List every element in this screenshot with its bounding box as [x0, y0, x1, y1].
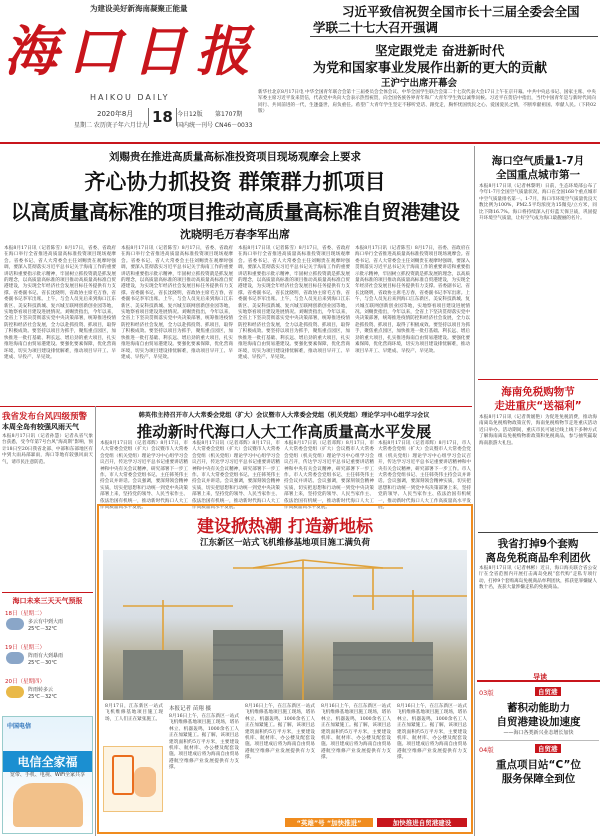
phone-icon	[112, 755, 134, 795]
total-issue: 第1707期	[215, 111, 243, 118]
divider	[95, 406, 96, 836]
second-text-col3: 本报8月17日讯（记者邓辉）8月17日，市人大常委会党组（扩大）会议暨市人大常委会党组（机关党组）理论学习中心组学习会议召开，传达学习习近平总书记重要讲话精神和中央有关会议精神，研究部署下一步工作。市人大常委会党组书记、主任韩英伟主持会议并讲话。会议强调，要深刻领会精神实质，切实把思想和行动统一到党中央决策部署上来，坚持党的领导、人民当家作主、依法治国有机统一，推动新时代海口人大工作高质量高水平发展。	[284, 441, 374, 511]
ad-brand: 中国电信	[7, 723, 32, 730]
stores-title-2: 离岛免税商品牟利团伙	[485, 552, 591, 564]
construction-text-col1: 8月16日上午，在江东新区一站式飞机维修基地项目施工现场，塔吊林立、机器轰鸣，1000余名工人正在加紧施工。据了解，该项目总建筑面积约5万平方米，主要建设机库、航材库、办公楼及配套设施。项目建成后将为海南自由贸易港航空维修产业发展提供有力支撑。	[169, 714, 239, 771]
construction-photo	[103, 550, 467, 700]
guide2-title-1[interactable]: 重点项目站“C”位	[496, 759, 581, 771]
cloud-rain-icon	[6, 652, 24, 664]
guide2-tag[interactable]: 自贸港	[535, 744, 561, 753]
hand-icon	[134, 767, 156, 797]
bottom-banner	[99, 816, 471, 832]
w1-temp: 25℃－32℃	[28, 626, 57, 632]
construction-headline: 建设掀热潮 打造新地标	[197, 517, 373, 537]
divider	[0, 406, 472, 407]
construction-text-col2: 8月16日上午，在江东新区一站式飞机维修基地项目施工现场，塔吊林立、机器轰鸣，1000余名工人正在加紧施工。据了解，该项目总建筑面积约5万平方米，主要建设机库、航材库、办公楼及配套设施。项目建成后将为海南自由贸易港航空维修产业发展提供有力支撑。	[245, 704, 315, 761]
weather-title: 海口未来三天天气预报	[12, 597, 83, 605]
construction-byline: 本报记者 苗翔 摄	[169, 706, 211, 712]
main-text-col4: 本报8月17日讯（记者陈雪）8月17日，省委、省政府在海口举行全省推进高质量高标准投资项目现场观摩会。省委书记、省人大常委会主任刘赐贵在观摩时强调，要深入贯彻落实习近平总书记关于海南工作的重要讲话和重要指示批示精神，牢固树立抓投资就是抓发展的理念，以高质量高标准的项目推动高质量高标准自贸港建设，为实现全年经济社会发展目标任务提供有力支撑。省委副书记、省长沈晓明，省政协主席毛万春，省委副书记李军出席。上午，与会人员先后来到海口江东新区、美安科技新城、复兴城互联网创新创业园等地，实地察看项目建设进展情况。刘赐贵指出，今年以来，全省上下坚决贯彻落实党中央决策部署，统筹推进疫情防控和经济社会发展，全力以赴抓投资、抓项目，取得了积极成效。要坚持以项目为抓手，聚焦重点园区，加快推进一批打基础、利长远、增后劲的重大项目，扎实推进海南自由贸易港建设。要强化要素保障，优化营商环境，切实为项目建设排忧解难，推动项目早开工、早建成、早投产、早见效。	[355, 246, 470, 354]
firm-headline: 为党和国家事业发展作出新的更大的贡献	[313, 61, 548, 76]
ad-slogan: 电信全家福	[3, 751, 92, 772]
main-sub: 沈晓明毛万春李军出席	[180, 228, 290, 241]
masthead-pinyin: HAIKOU DAILY	[90, 93, 170, 102]
dutyfree-text: 本报8月17日讯（记者黄媛艳）为促进免税消费，推动海南离岛免税购物政策宣传，海南免税购物节走进重庆活动近日举办。活动期间，重庆市民可通过线上线下多种方式了解海南离岛免税购物新政策和免税商品，参与抽奖赢取海南旅游大礼包。	[479, 415, 597, 446]
guide-header-bar	[477, 672, 600, 682]
w2-desc: 阵雨有大到暴雨	[28, 653, 64, 659]
main-headline-2: 以高质量高标准的项目推动高质量高标准自贸港建设	[10, 200, 460, 224]
dutyfree-title-1: 海南免税购物节	[501, 386, 575, 398]
second-kicker: 韩英伟主持召开市人大常委会党组（扩大）会议暨市人大常委会党组（机关党组）理论学习中心组学习会议	[138, 412, 430, 419]
construction-sub: 江东新区一站式飞机维修基地项目施工满负荷	[199, 538, 370, 548]
tourism-title-2: 本周全岛有较强风雨天气	[2, 423, 79, 431]
divider	[478, 532, 598, 533]
air-title-1: 海口空气质量1-7月	[491, 155, 585, 167]
family-illustration	[13, 783, 83, 827]
page-count: 今日12版	[177, 111, 203, 118]
air-text: 本报8月17日讯（记者林黎明）日前，生态环境部公布了今年1-7月全国空气质量状况，海口在全国168个重点城市中空气质量排名第一。1-7月，海口市环境空气质量优良天数比例为100%，PM2.5平均浓度为15微克/立方米，同比下降16.7%。海口将持续深入打好蓝天保卫战，巩固提升环境空气质量，让好空气成为海口最靓丽的名片。	[479, 184, 597, 222]
guide1-sub: ——海口各类新兴业态增长加快	[503, 730, 574, 736]
second-text-col2: 本报8月17日讯（记者邓辉）8月17日，市人大常委会党组（扩大）会议暨市人大常委会党组（机关党组）理论学习中心组学习会议召开，传达学习习近平总书记重要讲话精神和中央有关会议精神，研究部署下一步工作。市人大常委会党组书记、主任韩英伟主持会议并讲话。会议强调，要深刻领会精神实质，切实把思想和行动统一到党中央决策部署上来，坚持党的领导、人民当家作主、依法治国有机统一，推动新时代海口人大工作高质量高水平发展。	[192, 441, 280, 511]
tourism-title-1: 我省发布台风四级预警	[2, 412, 88, 422]
ad-text: 宽带、手机、电视、WiFi全家共享	[9, 772, 86, 778]
masthead-title: 海口日报	[4, 19, 260, 83]
main-kicker: 刘赐贵在推进高质量高标准投资项目现场观摩会上要求	[109, 151, 361, 163]
w1-desc: 多云有中到大雨	[28, 619, 64, 625]
w3-date: 20日（星期四）	[5, 679, 45, 685]
guide1-title-1[interactable]: 蓄积动能助力	[507, 702, 570, 714]
second-text-col4: 本报8月17日讯（记者邓辉）8月17日，市人大常委会党组（扩大）会议暨市人大常委会党组（机关党组）理论学习中心组学习会议召开，传达学习习近平总书记重要讲话精神和中央有关会议精神，研究部署下一步工作。市人大常委会党组书记、主任韩英伟主持会议并讲话。会议强调，要深刻领会精神实质，切实把思想和行动统一到党中央决策部署上来，坚持党的领导、人民当家作主、依法治国有机统一，推动新时代海口人大工作高质量高水平发展。	[378, 441, 471, 511]
construction-caption: 8月17日，江东新区一站式飞机维修基地项目施工现场，工人们正在紧张施工。	[105, 704, 163, 722]
cloud-sun-icon	[6, 686, 24, 698]
guide2-title-2[interactable]: 服务保障全到位	[501, 773, 576, 785]
air-title-2: 全国重点城市第一	[496, 169, 580, 181]
w3-temp: 25℃－32℃	[28, 694, 57, 700]
masthead-weekday: 星期二 农历庚子年六月廿九	[74, 122, 148, 129]
xi-headline-line2: 学联二十七大召开强调	[313, 20, 439, 35]
second-headline: 推动新时代海口人大工作高质量高水平发展	[136, 423, 432, 441]
tourism-text: 本报8月17日讯（记者孙慧）记者从省气象台获悉，受今年第7号台风“海高斯”影响，预计18日至20日我省北部、中部和东部地区有中到大雨局部暴雨，海口等地有较强风雨天气，请市民注意防范。	[2, 434, 93, 465]
guide1-page: 03版	[479, 689, 494, 697]
firm-sub: 王沪宁出席开幕会	[381, 78, 458, 89]
banner-right: 加快推进自贸港建设	[377, 818, 467, 827]
guide2-page: 04版	[479, 746, 494, 754]
guide-label: 导读	[533, 673, 547, 681]
crane-scene	[103, 550, 467, 700]
divider	[474, 146, 475, 836]
guide1-tag[interactable]: 自贸港	[535, 687, 561, 696]
xi-headline-line1: 习近平致信祝贺全国市长十三届全委会全国	[342, 4, 580, 19]
stores-title-1: 我省打掉9个套购	[497, 538, 579, 550]
telecom-ad[interactable]	[2, 716, 93, 834]
firm-kicker: 坚定跟党走 奋进新时代	[375, 43, 505, 58]
main-headline-1: 齐心协力抓投资 群策群力抓项目	[84, 170, 386, 194]
dutyfree-title-2: 走进重庆“送福利”	[494, 400, 582, 412]
app-promo[interactable]	[103, 746, 163, 812]
second-text-col1: 本报8月17日讯（记者邓辉）8月17日，市人大常委会党组（扩大）会议暨市人大常委会党组（机关党组）理论学习中心组学习会议召开，传达学习习近平总书记重要讲话精神和中央有关会议精神，研究部署下一步工作。市人大常委会党组书记、主任韩英伟主持会议并讲话。会议强调，要深刻领会精神实质，切实把思想和行动统一到党中央决策部署上来，坚持党的领导、人民当家作主、依法治国有机统一，推动新时代海口人大工作高质量高水平发展。	[100, 441, 188, 511]
w3-desc: 阵雨转多云	[28, 687, 54, 693]
stores-text: 本报8月17日讯（记者林彬）近日，海口海关联合省公安厅在全省范围内开展打击离岛免税“套代购”走私专项行动，打掉9个套购离岛免税商品牟利团伙，抓获犯罪嫌疑人数十名，查获大量涉嫌走私的免税商品。	[479, 566, 597, 591]
weather-box	[2, 592, 93, 712]
divider	[0, 142, 600, 144]
banner-left: “英雄”号 “加快推进”	[285, 818, 373, 827]
divider	[478, 379, 598, 380]
divider	[310, 36, 598, 37]
cn-number: 国内统一刊号 CN46－0033	[177, 122, 253, 129]
main-text-col3: 本报8月17日讯（记者陈雪）8月17日，省委、省政府在海口举行全省推进高质量高标准投资项目现场观摩会。省委书记、省人大常委会主任刘赐贵在观摩时强调，要深入贯彻落实习近平总书记关于海南工作的重要讲话和重要指示批示精神，牢固树立抓投资就是抓发展的理念，以高质量高标准的项目推动高质量高标准自贸港建设，为实现全年经济社会发展目标任务提供有力支撑。省委副书记、省长沈晓明，省政协主席毛万春，省委副书记李军出席。上午，与会人员先后来到海口江东新区、美安科技新城、复兴城互联网创新创业园等地，实地察看项目建设进展情况。刘赐贵指出，今年以来，全省上下坚决贯彻落实党中央决策部署，统筹推进疫情防控和经济社会发展，全力以赴抓投资、抓项目，取得了积极成效。要坚持以项目为抓手，聚焦重点园区，加快推进一批打基础、利长远、增后劲的重大项目，扎实推进海南自由贸易港建设。要强化要素保障，优化营商环境，切实为项目建设排忧解难，推动项目早开工、早建成、早投产、早见效。	[238, 246, 350, 360]
masthead-slogan: 为建设美好新海南凝聚正能量	[90, 4, 188, 13]
lead-text: 新华社北京8月17日电 中华全国青年联合会第十三届委员会全体会议、中华全国学生联合会第二十七次代表大会17日上午在京开幕。中共中央总书记、国家主席、中央军委主席习近平发来贺信，代表党中央向大会表示热烈祝贺，向全国各族各界青年和广大青年学生致以诚挚问候。习近平在贺信中指出，当代中国青年是与新时代同向同行、共同前进的一代，生逢盛世，肩负重任。希望广大青年学生坚定不移听党话、跟党走，胸怀忧国忧民之心、爱国爱民之情，不断奉献祖国、奉献人民。（下转02版）	[258, 90, 596, 115]
main-text-col1: 本报8月17日讯（记者陈雪）8月17日，省委、省政府在海口举行全省推进高质量高标准投资项目现场观摩会。省委书记、省人大常委会主任刘赐贵在观摩时强调，要深入贯彻落实习近平总书记关于海南工作的重要讲话和重要指示批示精神，牢固树立抓投资就是抓发展的理念，以高质量高标准的项目推动高质量高标准自贸港建设，为实现全年经济社会发展目标任务提供有力支撑。省委副书记、省长沈晓明，省政协主席毛万春，省委副书记李军出席。上午，与会人员先后来到海口江东新区、美安科技新城、复兴城互联网创新创业园等地，实地察看项目建设进展情况。刘赐贵指出，今年以来，全省上下坚决贯彻落实党中央决策部署，统筹推进疫情防控和经济社会发展，全力以赴抓投资、抓项目，取得了积极成效。要坚持以项目为抓手，聚焦重点园区，加快推进一批打基础、利长远、增后劲的重大项目，扎实推进海南自由贸易港建设。要强化要素保障，优化营商环境，切实为项目建设排忧解难，推动项目早开工、早建成、早投产、早见效。	[4, 246, 116, 360]
w2-date: 19日（星期三）	[5, 645, 45, 651]
guide1-title-2[interactable]: 自贸港建设加速度	[496, 716, 581, 728]
construction-box	[97, 504, 473, 834]
guide-section	[477, 672, 600, 836]
construction-text-col3: 8月16日上午，在江东新区一站式飞机维修基地项目施工现场，塔吊林立、机器轰鸣，1000余名工人正在加紧施工。据了解，该项目总建筑面积约5万平方米，主要建设机库、航材库、办公楼及配套设施。项目建成后将为海南自由贸易港航空维修产业发展提供有力支撑。	[321, 704, 391, 761]
construction-text-col4: 8月16日上午，在江东新区一站式飞机维修基地项目施工现场，塔吊林立、机器轰鸣，1000余名工人正在加紧施工。据了解，该项目总建筑面积约5万平方米，主要建设机库、航材库、办公楼及配套设施。项目建成后将为海南自由贸易港航空维修产业发展提供有力支撑。	[397, 704, 467, 761]
w2-temp: 25℃－30℃	[28, 660, 57, 666]
divider	[479, 740, 599, 741]
main-text-col2: 本报8月17日讯（记者陈雪）8月17日，省委、省政府在海口举行全省推进高质量高标准投资项目现场观摩会。省委书记、省人大常委会主任刘赐贵在观摩时强调，要深入贯彻落实习近平总书记关于海南工作的重要讲话和重要指示批示精神，牢固树立抓投资就是抓发展的理念，以高质量高标准的项目推动高质量高标准自贸港建设，为实现全年经济社会发展目标任务提供有力支撑。省委副书记、省长沈晓明，省政协主席毛万春，省委副书记李军出席。上午，与会人员先后来到海口江东新区、美安科技新城、复兴城互联网创新创业园等地，实地察看项目建设进展情况。刘赐贵指出，今年以来，全省上下坚决贯彻落实党中央决策部署，统筹推进疫情防控和经济社会发展，全力以赴抓投资、抓项目，取得了积极成效。要坚持以项目为抓手，聚焦重点园区，加快推进一批打基础、利长远、增后劲的重大项目，扎实推进海南自由贸易港建设。要强化要素保障，优化营商环境，切实为项目建设排忧解难，推动项目早开工、早建成、早投产、早见效。	[121, 246, 233, 360]
masthead-date: 2020年8月	[97, 110, 134, 118]
cloud-rain-icon	[6, 618, 24, 630]
w1-date: 18日（星期二）	[5, 611, 45, 617]
issue-number: 18	[148, 108, 177, 126]
